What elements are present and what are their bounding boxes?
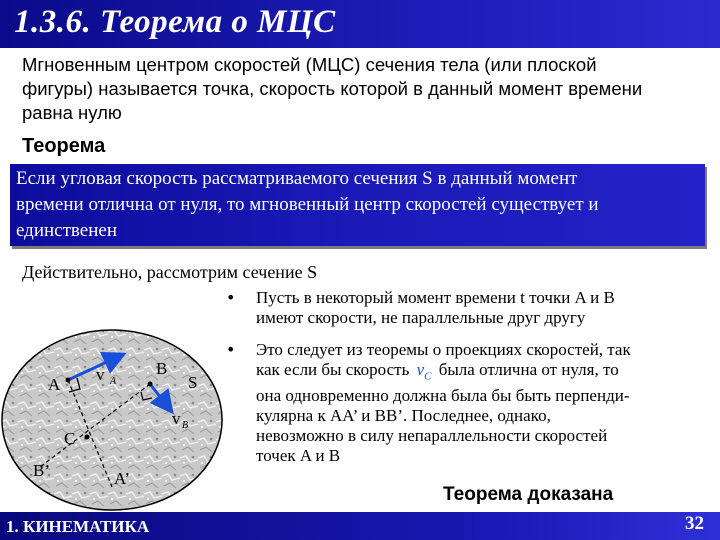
point-c bbox=[85, 435, 90, 440]
label-s: S bbox=[188, 373, 198, 392]
title-bar bbox=[0, 0, 720, 48]
section-name: 1. КИНЕМАТИКА bbox=[6, 517, 150, 536]
vc-symbol: $v_C$ bbox=[416, 360, 432, 383]
theorem-line: времени отлична от нуля, то мгновенный центр скоростей существует и bbox=[16, 194, 599, 215]
label-b-prime: B’ bbox=[33, 461, 50, 480]
label-vb: v bbox=[172, 409, 181, 428]
label-a-prime: A’ bbox=[114, 469, 131, 488]
theorem-heading: Теорема bbox=[22, 135, 106, 157]
label-va: v bbox=[96, 365, 105, 384]
proof-intro: Действительно, рассмотрим сечение S bbox=[22, 262, 318, 282]
bullet-line: она одновременно должна была бы быть перпенди- bbox=[256, 386, 630, 406]
label-c: C bbox=[64, 429, 76, 448]
section-s-shape bbox=[2, 330, 222, 510]
definition-text bbox=[22, 53, 702, 125]
theorem-box bbox=[10, 164, 705, 246]
theorem-statement bbox=[16, 166, 702, 244]
bullet-line: Пусть в некоторый момент времени t точки A и B bbox=[256, 288, 615, 307]
theorem-line: единственен bbox=[16, 220, 117, 241]
bullet-line: точек A и B bbox=[256, 446, 341, 466]
bullet-line: кулярна к AA’ и BB’. Последнее, однако, bbox=[256, 406, 551, 426]
bullet-line: имеют скорости, не параллельные друг другу bbox=[256, 308, 586, 327]
definition-line: фигуры) называется точка, скорость которой в данный момент времени bbox=[22, 78, 643, 99]
bullet-item-2 bbox=[226, 340, 712, 466]
section-figure bbox=[0, 292, 230, 512]
page-number: 32 bbox=[685, 513, 704, 534]
theorem-line: Если угловая скорость рассматриваемого сечения S в данный момент bbox=[16, 168, 578, 189]
label-va-sub: A bbox=[110, 376, 117, 387]
label-b: B bbox=[156, 359, 168, 378]
bullet-icon: • bbox=[226, 340, 236, 359]
label-a: A bbox=[48, 375, 61, 394]
slide-title: 1.3.6. Теорема о МЦС bbox=[14, 4, 336, 40]
definition-line: Мгновенным центром скоростей (МЦС) сечения тела (или плоской bbox=[22, 54, 597, 75]
footer-bar bbox=[0, 512, 720, 540]
bullet-icon: • bbox=[226, 288, 236, 307]
bullet-line: как если бы скорость $v_C$ была отлична от нуля, то bbox=[256, 360, 619, 383]
bullet-line: Это следует из теоремы о проекциях скоростей, так bbox=[256, 340, 631, 359]
bullet-item-1 bbox=[226, 288, 615, 328]
conclusion-text: Теорема доказана bbox=[443, 484, 614, 505]
bullet-line: невозможно в силу непараллельности скоростей bbox=[256, 426, 608, 446]
definition-line: равна нулю bbox=[22, 102, 122, 123]
label-vb-sub: B bbox=[182, 420, 189, 431]
